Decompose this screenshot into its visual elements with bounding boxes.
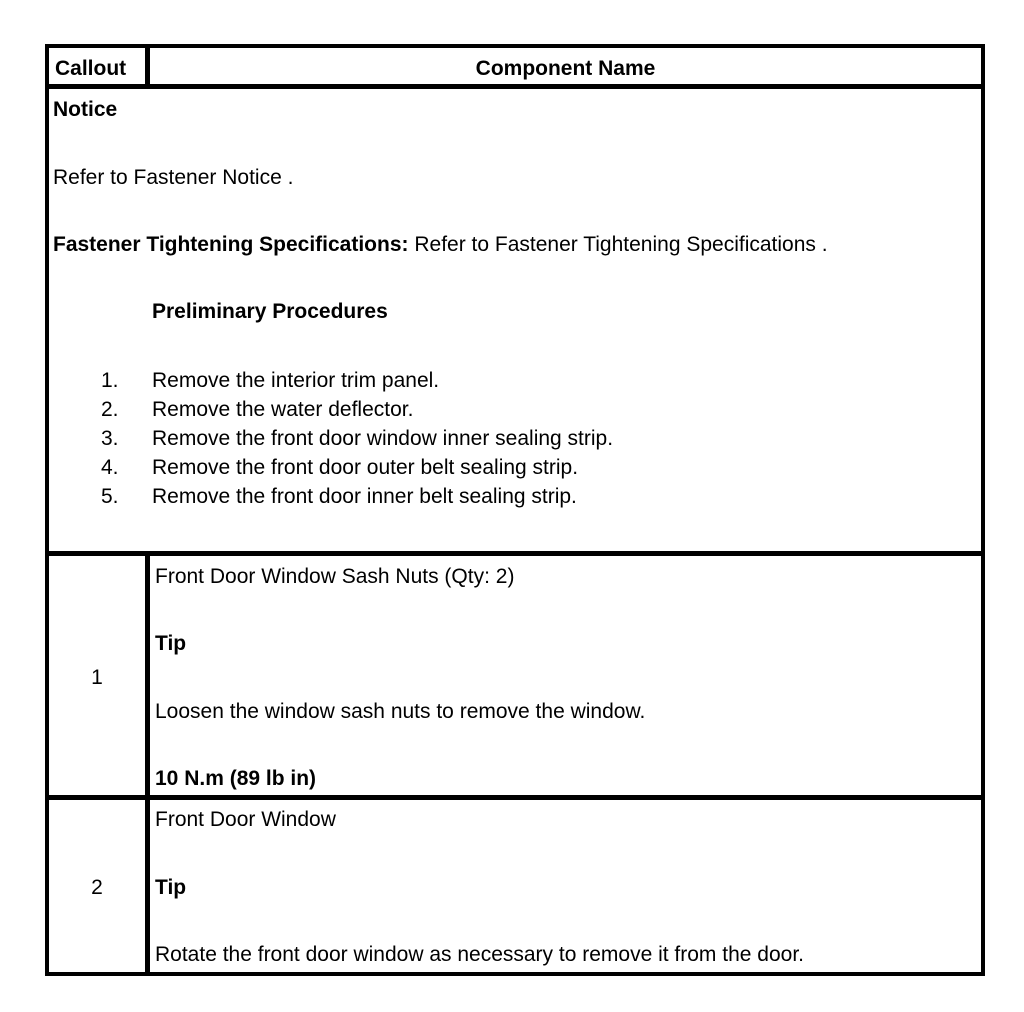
tip-label: Tip	[155, 876, 187, 899]
component-name: Front Door Window Sash Nuts (Qty: 2)	[155, 565, 515, 588]
step-number: 2.	[101, 398, 119, 421]
tip-text: Loosen the window sash nuts to remove the window.	[155, 700, 646, 723]
step-text: Remove the water deflector.	[152, 398, 414, 421]
tip-text: Rotate the front door window as necessary to remove it from the door.	[155, 943, 804, 966]
header-divider	[45, 84, 985, 89]
step-number: 3.	[101, 427, 119, 450]
step-text: Remove the front door inner belt sealing strip.	[152, 485, 577, 508]
component-name: Front Door Window	[155, 808, 336, 831]
fastener-spec-text: Refer to Fastener Tightening Specifications .	[408, 233, 828, 256]
table-border-bottom	[45, 972, 985, 976]
table-border-right	[981, 44, 985, 976]
notice-divider	[45, 551, 985, 556]
step-text: Remove the interior trim panel.	[152, 369, 440, 392]
tip-label: Tip	[155, 632, 187, 655]
notice-text: Refer to Fastener Notice .	[53, 166, 294, 189]
notice-title: Notice	[53, 98, 118, 121]
step-number: 1.	[101, 369, 119, 392]
fastener-spec-label: Fastener Tightening Specifications:	[53, 233, 409, 256]
preliminary-title: Preliminary Procedures	[152, 300, 388, 323]
step-text: Remove the front door outer belt sealing strip.	[152, 456, 579, 479]
torque-spec: 10 N.m (89 lb in)	[155, 767, 317, 790]
step-text: Remove the front door window inner sealing strip.	[152, 427, 614, 450]
callout-number: 1	[91, 666, 103, 689]
table-border-left	[45, 44, 49, 976]
rows-column-divider	[145, 551, 150, 976]
table-border-top	[45, 44, 985, 48]
callout-header: Callout	[55, 57, 127, 80]
step-number: 4.	[101, 456, 119, 479]
row-divider	[45, 795, 985, 800]
component-table	[45, 44, 985, 976]
fastener-spec-line	[53, 234, 828, 255]
callout-number: 2	[91, 876, 103, 899]
step-number: 5.	[101, 485, 119, 508]
component-name-header: Component Name	[475, 57, 656, 80]
